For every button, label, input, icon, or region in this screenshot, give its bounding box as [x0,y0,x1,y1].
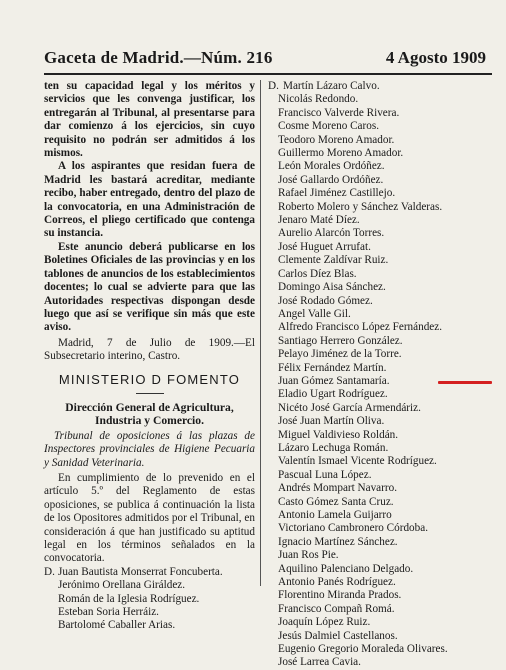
list-item: Carlos Díez Blas. [278,267,357,280]
list-item: Casto Gómez Santa Cruz. [278,495,394,508]
list-item: Domingo Aisa Sánchez. [278,281,386,294]
section-title: Dirección General de Agricultura, Industria y Comercio. [65,400,234,428]
ministry-rule [136,393,164,394]
honorific-prefix: D. [268,80,279,92]
list-item: Juan Gómez Santamaría. [278,374,390,387]
list-item: José Huguet Arrufat. [278,240,371,253]
list-item: Guillermo Moreno Amador. [278,147,404,160]
column-divider [260,80,261,586]
list-item: Román de la Iglesia Rodríguez. [58,592,200,605]
signature: Madrid, 7 de Julio de 1909.—El Subsecretario interino, Castro. [44,336,255,363]
list-item: Pelayo Jiménez de la Torre. [278,348,402,361]
ministry-heading: MINISTERIO D FOMENTO [58,371,241,387]
list-item: Antonio Panés Rodríguez. [278,576,396,589]
section-subtitle: Tribunal de oposiciones á las plazas de Inspectores provinciales de Higiene Pecuaria y Sanidad Veterinaria. [44,429,255,469]
list-item: Alfredo Francisco López Fernández. [278,321,443,334]
list-item: Juan Ros Pie. [278,549,339,562]
publication-date: 4 Agosto 1909 [385,48,486,67]
list-item: José Larrea Cavia. [278,656,361,669]
list-item: Antonio Lamela Guijarro [278,509,392,521]
list-item: Roberto Molero y Sánchez Valderas. [278,200,443,213]
header-rule [44,73,492,75]
name-text: Juan Bautista Monserrat Foncuberta. [58,565,223,578]
list-item: Francisco Valverde Rivera. [278,106,400,119]
list-item: Aurelio Alarcón Torres. [278,227,385,240]
list-item: Angel Valle Gil. [278,307,351,320]
list-item: José Juan Martín Oliva. [278,415,385,428]
list-item: Eladio Ugart Rodríguez. [278,388,388,401]
intro-paragraph-1: ten su capacidad legal y los méritos y servicios que les convenga justificar, los entregarán al Tribunal, al presentarse para dar comienzo á los ejercicios, sin cuyo requisito no podrán ser admitidos á los mismos. [44,80,255,160]
list-item: Cosme Moreno Caros. [278,120,379,133]
list-item: Jerónimo Orellana Giráldez. [58,579,186,592]
list-item: Nicolás Redondo. [278,93,359,106]
right-column [268,80,494,670]
list-item: Aquilino Palenciano Delgado. [278,562,414,575]
list-item: Jenaro Maté Díez. [278,214,360,227]
list-item: Francisco Compañ Romá. [278,602,395,615]
list-item: Miguel Valdivieso Roldán. [278,428,399,441]
list-item: Victoriano Cambronero Córdoba. [278,522,429,535]
publication-title: Gaceta de Madrid.—Núm. 216 [44,48,273,67]
honorific-prefix: D. [44,565,55,578]
list-item [44,566,255,579]
left-names-list [44,566,255,633]
list-item [268,80,494,93]
intro-paragraph-2: A los aspirantes que residan fuera de Madrid les bastará acreditar, mediante recibo, haber entregado, dentro del plazo de la convocatoria, en una Administración de Correos, el pliego certificado que contenga su instancia. [44,160,255,240]
list-item: León Morales Ordóñez. [278,160,385,173]
list-item: Andrés Mompart Navarro. [278,482,397,495]
list-item: Lázaro Lechuga Román. [278,441,389,454]
list-item: Nicéto José García Armendáriz. [278,401,421,414]
list-item: Joaquín López Ruiz. [278,616,371,629]
list-item: Santiago Herrero González. [278,334,403,347]
name-text: Martín Lázaro Calvo. [283,80,380,92]
list-item: José Gallardo Ordóñez. [278,173,384,186]
list-item: Eugenio Gregorio Moraleda Olivares. [278,643,448,656]
list-item: Bartolomé Caballer Arias. [58,619,176,632]
list-item: Ignacio Martínez Sánchez. [278,535,398,548]
left-column [44,80,255,633]
list-item: Félix Fernández Martín. [278,361,387,374]
list-item: Esteban Soria Herráiz. [58,606,159,619]
list-item: Valentín Ismael Vicente Rodríguez. [278,455,437,468]
list-item: Teodoro Moreno Amador. [278,133,395,146]
list-item: Florentino Miranda Prados. [278,589,402,602]
red-underline-annotation [438,381,492,384]
list-item: Jesús Dalmiel Castellanos. [278,629,398,642]
list-item: Pascual Luna López. [278,468,372,481]
right-names-list [268,80,494,670]
list-item: Clemente Zaldívar Ruiz. [278,254,389,267]
page-header [44,48,492,70]
list-item: Rafael Jiménez Castillejo. [278,187,396,200]
intro-paragraph-3: Este anuncio deberá publicarse en los Boletines Oficiales de las provincias y en los tablones de anuncios de los establecimientos docentes; lo cual se advierte para que las Autoridades respectivas dispongan desde luego que así se verifique sin más que este aviso. [44,240,255,334]
list-item: José Rodado Gómez. [278,294,373,307]
body-paragraph: En cumplimiento de lo prevenido en el artículo 5.º del Reglamento de estas oposiciones, se publica á continuación la lista de los Opositores admitidos por el Tribunal, en consideración á que han justificado su aptitud legal en los términos señalados en la convocatoria. [44,471,255,565]
